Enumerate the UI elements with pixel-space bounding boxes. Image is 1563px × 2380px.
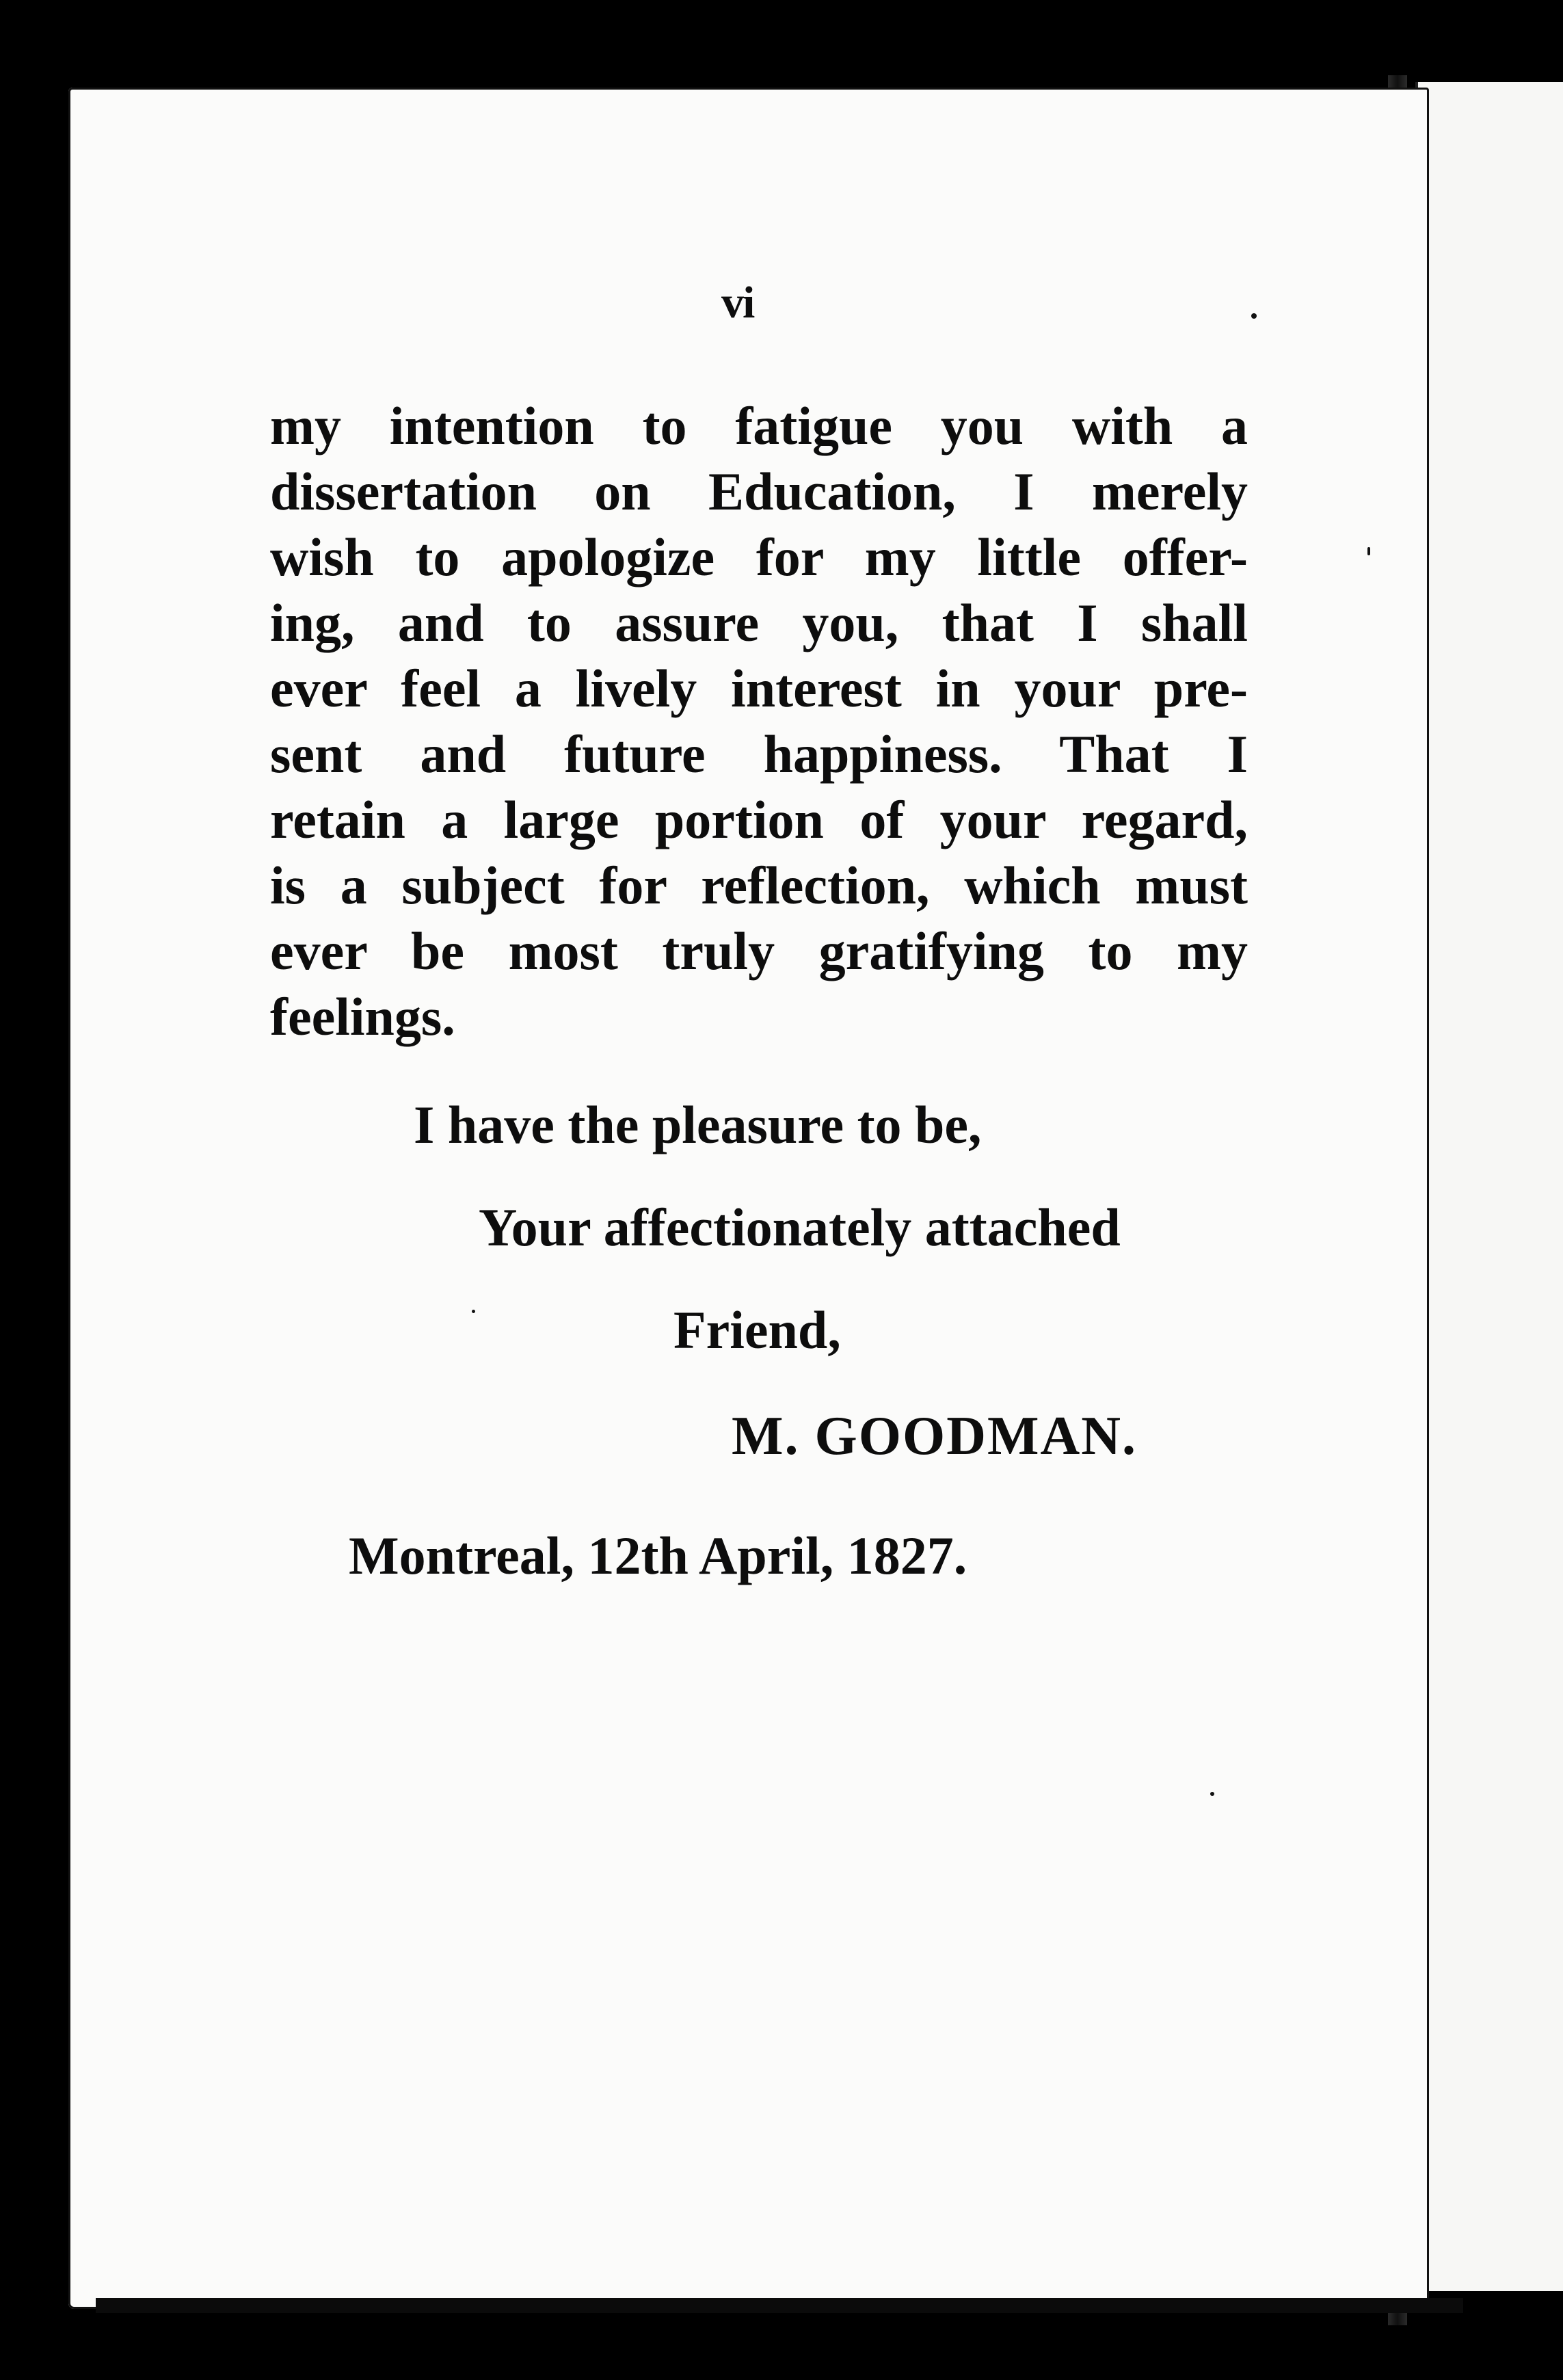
closing-friend-line: Friend, [673, 1300, 841, 1360]
closing-attached-line: Your affectionately attached [479, 1198, 1121, 1257]
body-line: my intention to fatigue you with a [270, 396, 1248, 455]
closing-pleasure-line: I have the pleasure to be, [414, 1095, 982, 1154]
ink-speck [472, 1310, 475, 1313]
page-number: vi [721, 278, 754, 328]
body-line: ing, and to assure you, that I shall [270, 593, 1248, 652]
page-bottom-shadow [96, 2298, 1463, 2313]
body-text [270, 393, 1248, 1050]
body-line: wish to apologize for my little offer- [270, 527, 1248, 587]
body-line: is a subject for reflection, which must [270, 856, 1248, 915]
body-line: dissertation on Education, I merely [270, 462, 1248, 521]
body-line: ever be most truly gratifying to my [270, 921, 1248, 981]
facing-page-edge [1415, 82, 1563, 2291]
ink-speck [1210, 1792, 1214, 1796]
body-line: feelings. [270, 987, 455, 1046]
ink-speck [1367, 547, 1370, 555]
body-line: retain a large portion of your regard, [270, 790, 1248, 849]
body-line: ever feel a lively interest in your pre- [270, 659, 1248, 718]
body-line: sent and future happiness. That I [270, 724, 1248, 784]
signature: M. GOODMAN. [732, 1406, 1138, 1466]
ink-speck [1251, 313, 1257, 319]
place-and-date: Montreal, 12th April, 1827. [349, 1526, 967, 1585]
